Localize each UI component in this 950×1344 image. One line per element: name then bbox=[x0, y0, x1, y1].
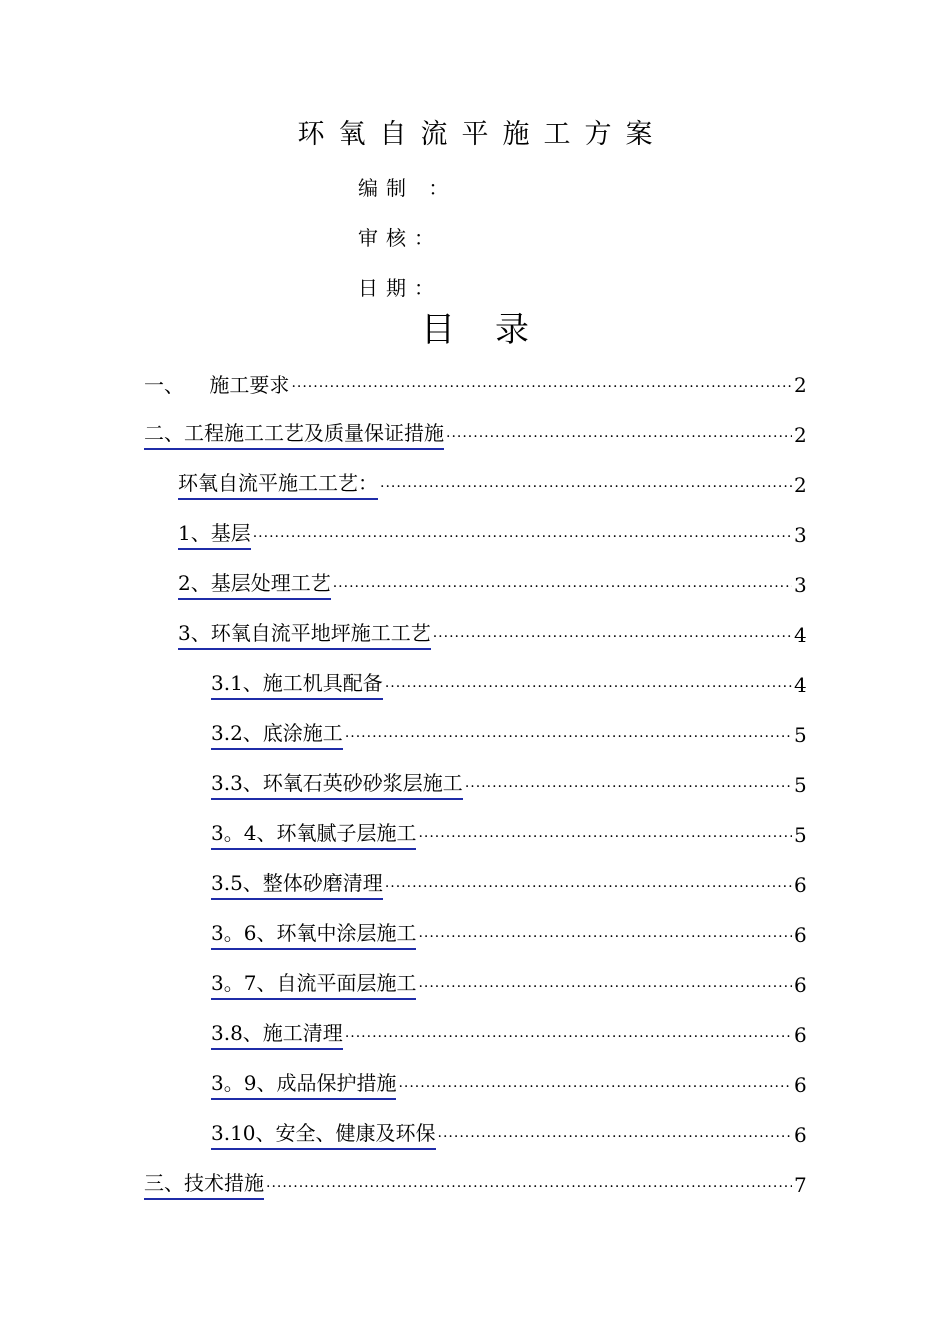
toc-entry[interactable] bbox=[211, 1020, 806, 1050]
toc-entry-page: 5 bbox=[794, 773, 807, 797]
toc-entry[interactable] bbox=[211, 770, 806, 800]
toc-leader-dots bbox=[418, 920, 792, 950]
toc-leader-dots bbox=[385, 670, 792, 700]
toc-entry-label[interactable]: 3.2、底涂施工 bbox=[211, 720, 343, 750]
toc-entry-page: 6 bbox=[794, 1023, 807, 1047]
toc-entry-page: 3 bbox=[794, 523, 807, 547]
toc-entry[interactable] bbox=[144, 420, 806, 450]
toc-entry[interactable] bbox=[211, 670, 806, 700]
toc-entry-page: 6 bbox=[794, 923, 807, 947]
toc-leader-dots bbox=[446, 420, 792, 450]
toc-entry[interactable] bbox=[211, 870, 806, 900]
toc-entry-label[interactable]: 二、工程施工工艺及质量保证措施 bbox=[144, 420, 444, 450]
toc-leader-dots bbox=[253, 520, 792, 550]
toc-leader-dots bbox=[333, 570, 792, 600]
toc-leader-dots bbox=[465, 770, 792, 800]
toc-entry[interactable] bbox=[211, 970, 806, 1000]
toc-heading: 目录 bbox=[421, 310, 569, 350]
document-title: 环氧自流平施工方案 bbox=[297, 119, 667, 150]
toc-leader-dots bbox=[291, 370, 792, 400]
toc-entry[interactable] bbox=[178, 520, 806, 550]
toc-leader-dots bbox=[345, 720, 792, 750]
date-label: 日期： bbox=[358, 276, 442, 300]
toc-entry[interactable] bbox=[211, 920, 806, 950]
toc-entry[interactable] bbox=[144, 370, 806, 400]
toc-entry-label[interactable]: 三、技术措施 bbox=[144, 1170, 264, 1200]
toc-entry-page: 5 bbox=[794, 823, 807, 847]
toc-entry-page: 2 bbox=[794, 423, 807, 447]
toc-entry-label[interactable]: 3.8、施工清理 bbox=[211, 1020, 343, 1050]
toc-leader-dots bbox=[380, 470, 792, 500]
toc-leader-dots bbox=[266, 1170, 792, 1200]
toc-entry-label[interactable]: 3、环氧自流平地坪施工工艺 bbox=[178, 620, 431, 650]
toc-entry-page: 2 bbox=[794, 473, 807, 497]
toc-entry[interactable] bbox=[211, 1120, 806, 1150]
toc-leader-dots bbox=[438, 1120, 792, 1150]
toc-entry-label[interactable]: 3.5、整体砂磨清理 bbox=[211, 870, 383, 900]
toc-entry-label[interactable]: 3.10、安全、健康及环保 bbox=[211, 1120, 436, 1150]
toc-entry-page: 6 bbox=[794, 973, 807, 997]
toc-leader-dots bbox=[398, 1070, 792, 1100]
toc-entry-label[interactable]: 3。7、自流平面层施工 bbox=[211, 970, 416, 1000]
toc-entry[interactable] bbox=[211, 720, 806, 750]
toc-leader-dots bbox=[418, 970, 792, 1000]
toc-entry[interactable] bbox=[211, 1070, 806, 1100]
toc-entry-label[interactable]: 3.1、施工机具配备 bbox=[211, 670, 383, 700]
compiler-label: 编制 ： bbox=[358, 176, 457, 200]
toc-entry-label: 一、 施工要求 bbox=[144, 373, 290, 397]
toc-entry-page: 4 bbox=[794, 623, 807, 647]
toc-entry-page: 6 bbox=[794, 873, 807, 897]
toc-entry-page: 7 bbox=[794, 1173, 807, 1197]
toc-entry-label[interactable]: 1、基层 bbox=[178, 520, 251, 550]
toc-entry-page: 5 bbox=[794, 723, 807, 747]
reviewer-label: 审核： bbox=[358, 226, 442, 250]
toc-entry-label[interactable]: 环氧自流平施工工艺： bbox=[178, 470, 378, 500]
toc-entry[interactable] bbox=[178, 620, 806, 650]
toc-entry-page: 2 bbox=[794, 373, 807, 397]
toc-entry[interactable] bbox=[178, 570, 806, 600]
toc-leader-dots bbox=[433, 620, 792, 650]
toc-leader-dots bbox=[385, 870, 792, 900]
toc-leader-dots bbox=[345, 1020, 792, 1050]
toc-entry-page: 6 bbox=[794, 1073, 807, 1097]
toc-entry[interactable] bbox=[178, 470, 806, 500]
toc-entry[interactable] bbox=[211, 820, 806, 850]
toc-entry-page: 3 bbox=[794, 573, 807, 597]
toc-entry-page: 6 bbox=[794, 1123, 807, 1147]
toc-entry-label[interactable]: 3.3、环氧石英砂砂浆层施工 bbox=[211, 770, 463, 800]
toc-leader-dots bbox=[418, 820, 792, 850]
toc-entry[interactable] bbox=[144, 1170, 806, 1200]
toc-entry-label[interactable]: 3。4、环氧腻子层施工 bbox=[211, 820, 416, 850]
toc-entry-label[interactable]: 3。6、环氧中涂层施工 bbox=[211, 920, 416, 950]
toc-entry-label[interactable]: 3。9、成品保护措施 bbox=[211, 1070, 396, 1100]
toc-entry-label[interactable]: 2、基层处理工艺 bbox=[178, 570, 331, 600]
toc-entry-page: 4 bbox=[794, 673, 807, 697]
